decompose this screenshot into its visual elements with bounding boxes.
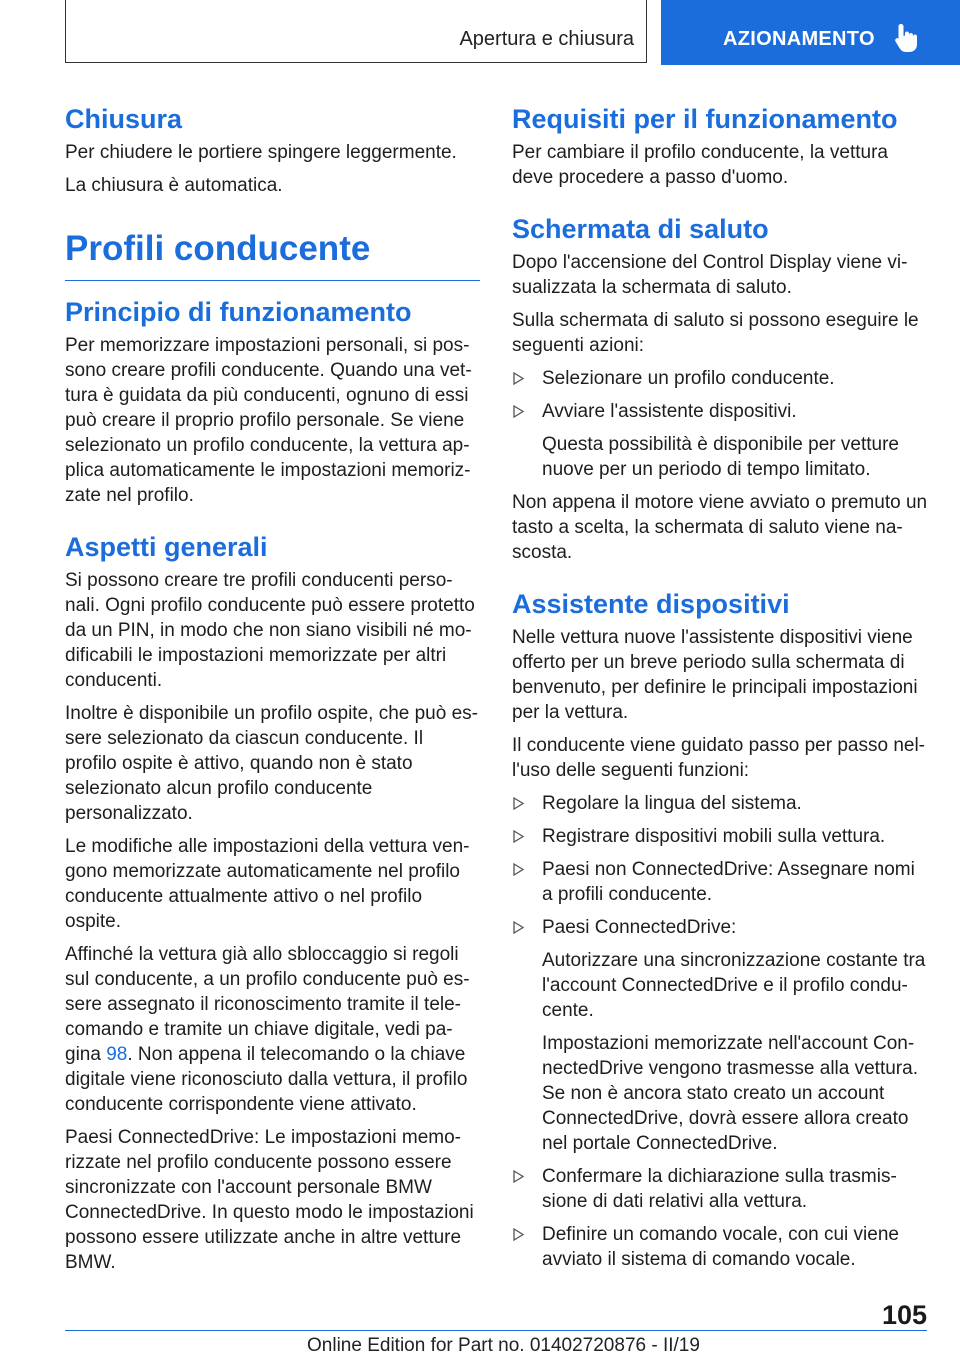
hand-pointer-icon (893, 22, 921, 54)
triangle-right-icon (512, 863, 525, 876)
list-item (512, 1222, 930, 1272)
triangle-right-icon (512, 1228, 525, 1241)
paragraph: Per memorizzare impostazioni personali, si pos-sono creare profili conducente. Quando una vet-tura è guidata da più conducenti, ognuno di essi può creare il proprio profilo personale. Se viene selezionato un profilo conducente, la vettura ap-plica automaticamente le impostazioni memoriz-zate nel profilo. (65, 335, 472, 506)
list-item-subtext: Questa possibilità è disponibile per vetture nuove per un periodo di tempo limitato. (542, 434, 899, 480)
triangle-right-icon (512, 797, 525, 810)
paragraph (65, 942, 480, 1117)
paragraph: Inoltre è disponibile un profilo ospite, che può es-sere selezionato da ciascun conducente. Il profilo ospite è attivo, quando non è stato selezionato alcun profilo conducente personalizzato. (65, 703, 478, 824)
list-item-text: Paesi non ConnectedDrive: Assegnare nomi a profili conducente. (542, 859, 915, 905)
paragraph: Per chiudere le portiere spingere leggermente. (65, 142, 457, 163)
paragraph: Si possono creare tre profili conducenti perso-nali. Ogni profilo conducente può essere protetto da un PIN, in modo che non siano visibili né mo-dificabili le impostazioni memorizzate per altri conducenti. (65, 570, 475, 691)
page-reference-link[interactable]: 98 (106, 1044, 128, 1065)
left-column (65, 102, 480, 1283)
paragraph: Per cambiare il profilo conducente, la vettura deve procedere a passo d'uomo. (512, 142, 888, 188)
list-item-text: Avviare l'assistente dispositivi. (542, 401, 797, 422)
list-item-text: Definire un comando vocale, con cui viene avviato il sistema di comando vocale. (542, 1224, 899, 1270)
list-item (512, 915, 930, 1156)
paragraph-text: . Non appena il telecomando o la chiave digitale viene riconosciuto dalla vettura, il profilo conducente corrispondente viene attivato. (65, 1044, 468, 1115)
list-item-subtext: Autorizzare una sincronizzazione costante tra l'account ConnectedDrive e il profilo condu-cente. (542, 950, 926, 1021)
header-section-title: Apertura e chiusura (459, 28, 634, 50)
paragraph: Le modifiche alle impostazioni della vettura ven-gono memorizzate automaticamente nel profilo conducente attualmente attivo o nel profilo ospite. (65, 836, 470, 932)
list-item (512, 857, 930, 907)
header-section-box (65, 0, 647, 63)
paragraph: La chiusura è automatica. (65, 175, 283, 196)
header-chapter-tab (661, 0, 960, 65)
triangle-right-icon (512, 372, 525, 385)
triangle-right-icon (512, 405, 525, 418)
paragraph: Sulla schermata di saluto si possono eseguire le seguenti azioni: (512, 310, 919, 356)
triangle-right-icon (512, 921, 525, 934)
list-item (512, 791, 930, 816)
heading-chiusura: Chiusura (65, 104, 183, 134)
heading-requisiti: Requisiti per il funzionamento (512, 104, 898, 134)
page-number: 105 (881, 1300, 927, 1330)
list-item-text: Paesi ConnectedDrive: (542, 917, 737, 938)
paragraph: Nelle vettura nuove l'assistente dispositivi viene offerto per un breve periodo sulla schermata di benvenuto, per definire le principali impostazioni per la vettura. (512, 627, 918, 723)
bullet-list (512, 791, 930, 1272)
paragraph: Non appena il motore viene avviato o premuto un tasto a scelta, la schermata di saluto viene na-scosta. (512, 492, 928, 563)
heading-assistente-dispositivi: Assistente dispositivi (512, 589, 790, 619)
list-item-text: Registrare dispositivi mobili sulla vettura. (542, 826, 886, 847)
heading-principio: Principio di funzionamento (65, 297, 412, 327)
list-item-text: Regolare la lingua del sistema. (542, 793, 802, 814)
triangle-right-icon (512, 1170, 525, 1183)
paragraph: Il conducente viene guidato passo per passo nel-l'uso delle seguenti funzioni: (512, 735, 925, 781)
list-item-subtext: Impostazioni memorizzate nell'account Con-nectedDrive vengono trasmesse alla vettura. Se non è ancora stato creato un account ConnectedDrive, dovrà essere allora creato nel portale ConnectedDrive. (542, 1033, 918, 1154)
header-chapter-title: AZIONAMENTO (723, 28, 875, 50)
paragraph-text: Affinché la vettura già allo sbloccaggio si regoli sul conducente, a un profilo conducente può es-sere assegnato il riconoscimento tramite il tele-comando e tramite un chiave digitale, vedi pa-gina (65, 944, 470, 1065)
list-item-text: Confermare la dichiarazione sulla trasmis-sione di dati relativi alla vettura. (542, 1166, 897, 1212)
paragraph: Paesi ConnectedDrive: Le impostazioni memo-rizzate nel profilo conducente possono essere sincronizzate con l'account personale BMW ConnectedDrive. In questo modo le impostazioni possono essere utilizzate anche in altre vetture BMW. (65, 1127, 474, 1273)
paragraph: Dopo l'accensione del Control Display viene vi-sualizzata la schermata di saluto. (512, 252, 908, 298)
footer-divider (65, 1330, 927, 1331)
list-item (512, 824, 930, 849)
list-item (512, 399, 930, 482)
list-item-text: Selezionare un profilo conducente. (542, 368, 835, 389)
list-item (512, 366, 930, 391)
heading-aspetti-generali: Aspetti generali (65, 532, 268, 562)
heading-profili-conducente: Profili conducente (65, 228, 480, 281)
right-column (512, 102, 930, 1280)
bullet-list (512, 366, 930, 482)
list-item (512, 1164, 930, 1214)
footer-edition-text: Online Edition for Part no. 01402720876 - II/19 (307, 1335, 700, 1356)
heading-schermata-saluto: Schermata di saluto (512, 214, 769, 244)
triangle-right-icon (512, 830, 525, 843)
